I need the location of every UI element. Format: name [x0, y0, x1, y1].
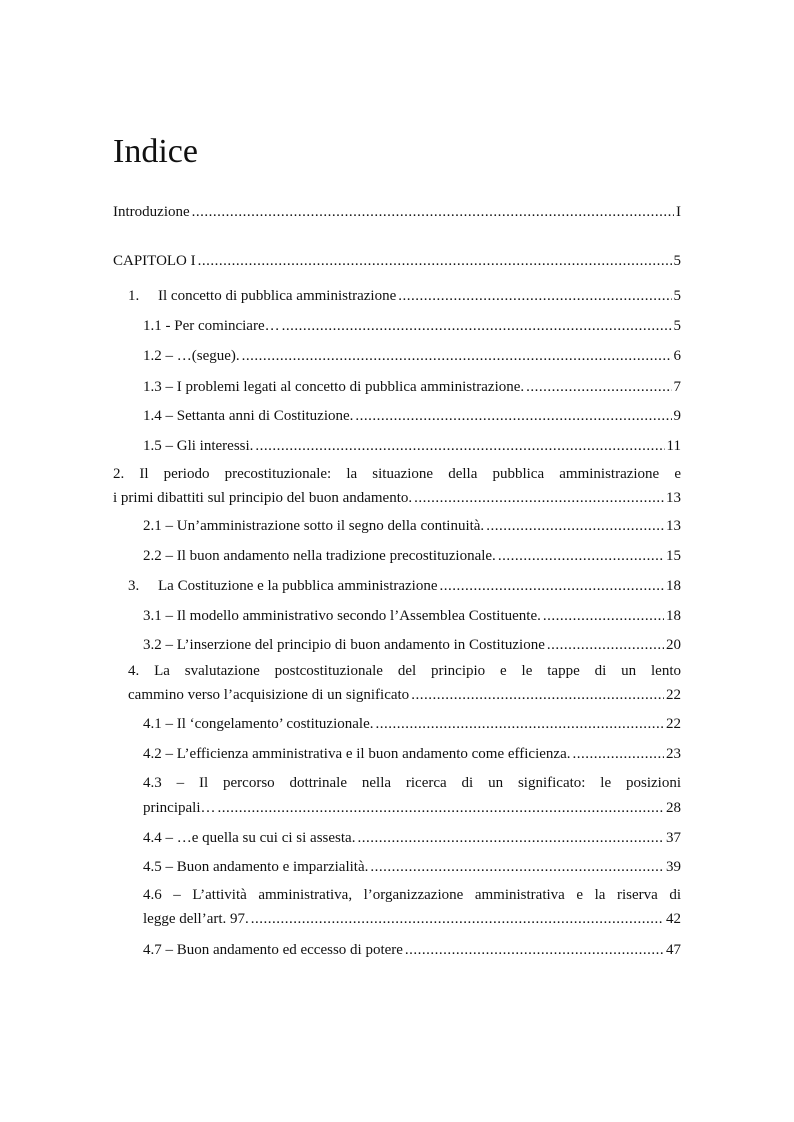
dot-leader: [217, 798, 664, 818]
toc-entry-3-2[interactable]: [143, 635, 681, 655]
toc-entry-4-1[interactable]: [143, 714, 681, 734]
toc-page: 11: [666, 438, 681, 454]
toc-entry-1-1[interactable]: [143, 316, 681, 336]
dot-leader: [282, 316, 672, 336]
dot-leader: [251, 909, 664, 929]
toc-page: 6: [673, 348, 681, 364]
toc-page: 20: [666, 637, 681, 653]
toc-label: 4.7 – Buon andamento ed eccesso di potere: [143, 942, 403, 958]
toc-entry-4-6[interactable]: [143, 885, 681, 929]
toc-entry-4-2[interactable]: [143, 744, 681, 764]
toc-label-line2: i primi dibattiti sul principio del buon andamento.: [113, 490, 413, 506]
toc-page: 22: [666, 687, 681, 703]
toc-entry-1-2[interactable]: [143, 346, 681, 366]
dot-leader: [370, 857, 664, 877]
toc-label: 2.1 – Un’amministrazione sotto il segno della continuità.: [143, 518, 485, 534]
toc-label: 4.1 – Il ‘congelamento’ costituzionale.: [143, 716, 374, 732]
toc-entry-4-3[interactable]: [143, 773, 681, 818]
toc-entry-2-1[interactable]: [143, 516, 681, 536]
toc-label-line1: 4.3 – Il percorso dottrinale nella ricerca di un significato: le posizioni: [143, 775, 681, 791]
toc-page: 7: [673, 379, 681, 395]
toc-entry-1-3[interactable]: [143, 377, 681, 397]
toc-page: 5: [673, 253, 681, 269]
section-title: La Costituzione e la pubblica amministrazione: [158, 578, 438, 594]
section-title: Il concetto di pubblica amministrazione: [158, 288, 397, 304]
toc-entry-capitolo-1[interactable]: [113, 251, 681, 271]
toc-page: 5: [673, 288, 681, 304]
dot-leader: [486, 516, 664, 536]
toc-entry-4-5[interactable]: [143, 857, 681, 877]
dot-leader: [411, 685, 664, 705]
toc-label: 1.4 – Settanta anni di Costituzione.: [143, 408, 354, 424]
toc-page: 23: [666, 746, 681, 762]
dot-leader: [526, 377, 671, 397]
toc-entry-introduzione[interactable]: [113, 202, 681, 222]
toc-entry-section-1[interactable]: [128, 286, 681, 306]
dot-leader: [398, 286, 671, 306]
dot-leader: [547, 635, 664, 655]
dot-leader: [375, 714, 664, 734]
toc-page: 15: [666, 548, 681, 564]
toc-label-line1: 2. Il periodo precostituzionale: la situazione della pubblica amministrazione e: [113, 466, 681, 482]
toc-label: CAPITOLO I: [113, 253, 196, 269]
dot-leader: [414, 488, 664, 508]
toc-page: 42: [666, 911, 681, 927]
toc-page: 39: [666, 859, 681, 875]
toc-page: 37: [666, 830, 681, 846]
toc-page: 47: [666, 942, 681, 958]
dot-leader: [440, 576, 665, 596]
toc-entry-1-4[interactable]: [143, 406, 681, 426]
toc-label: 2.2 – Il buon andamento nella tradizione precostituzionale.: [143, 548, 496, 564]
toc-label-line2: principali…: [143, 800, 216, 816]
toc-entry-4-4[interactable]: [143, 828, 681, 848]
toc-label-line2: legge dell’art. 97.: [143, 911, 249, 927]
toc-entry-section-2[interactable]: [113, 464, 681, 508]
dot-leader: [198, 251, 672, 271]
toc-page: 5: [673, 318, 681, 334]
dot-leader: [543, 606, 664, 626]
toc-entry-1-5[interactable]: [143, 436, 681, 456]
dot-leader: [405, 940, 664, 960]
toc-label: 4.4 – …e quella su cui ci si assesta.: [143, 830, 356, 846]
toc-page: 28: [666, 800, 681, 816]
toc-page: 13: [666, 490, 681, 506]
toc-label: 4.5 – Buon andamento e imparzialità.: [143, 859, 369, 875]
toc-label: 1.2 – …(segue).: [143, 348, 240, 364]
toc-label: 4.2 – L’efficienza amministrativa e il buon andamento come efficienza.: [143, 746, 571, 762]
toc-entry-2-2[interactable]: [143, 546, 681, 566]
page-title: Indice: [113, 133, 198, 170]
toc-entry-3-1[interactable]: [143, 606, 681, 626]
toc-entry-4-7[interactable]: [143, 940, 681, 960]
toc-label-line1: 4. La svalutazione postcostituzionale del principio e le tappe di un lento: [128, 663, 681, 679]
toc-label: [128, 286, 396, 306]
toc-label-line2: cammino verso l’acquisizione di un significato: [128, 687, 410, 703]
toc-entry-section-3[interactable]: [128, 576, 681, 596]
dot-leader: [192, 202, 674, 222]
toc-page: 9: [673, 408, 681, 424]
dot-leader: [498, 546, 664, 566]
toc-label: Introduzione: [113, 204, 190, 220]
toc-page: I: [676, 204, 681, 220]
toc-label: 1.5 – Gli interessi.: [143, 438, 254, 454]
toc-label-line1: 4.6 – L’attività amministrativa, l’organizzazione amministrativa e la riserva di: [143, 887, 681, 903]
toc-page: 18: [666, 578, 681, 594]
dot-leader: [255, 436, 664, 456]
dot-leader: [572, 744, 664, 764]
toc-label: 1.3 – I problemi legati al concetto di pubblica amministrazione.: [143, 379, 525, 395]
dot-leader: [357, 828, 664, 848]
toc-label: 3.1 – Il modello amministrativo secondo l’Assemblea Costituente.: [143, 608, 541, 624]
toc-page: 22: [666, 716, 681, 732]
section-number: 1.: [128, 288, 140, 304]
toc-label: 1.1 - Per cominciare…: [143, 318, 280, 334]
toc-page: 13: [666, 518, 681, 534]
dot-leader: [242, 346, 672, 366]
toc-entry-section-4[interactable]: [128, 661, 681, 705]
section-number: 3.: [128, 578, 140, 594]
toc-label: 3.2 – L’inserzione del principio di buon andamento in Costituzione: [143, 637, 545, 653]
toc-page: 18: [666, 608, 681, 624]
toc-label: [128, 576, 438, 596]
dot-leader: [355, 406, 671, 426]
